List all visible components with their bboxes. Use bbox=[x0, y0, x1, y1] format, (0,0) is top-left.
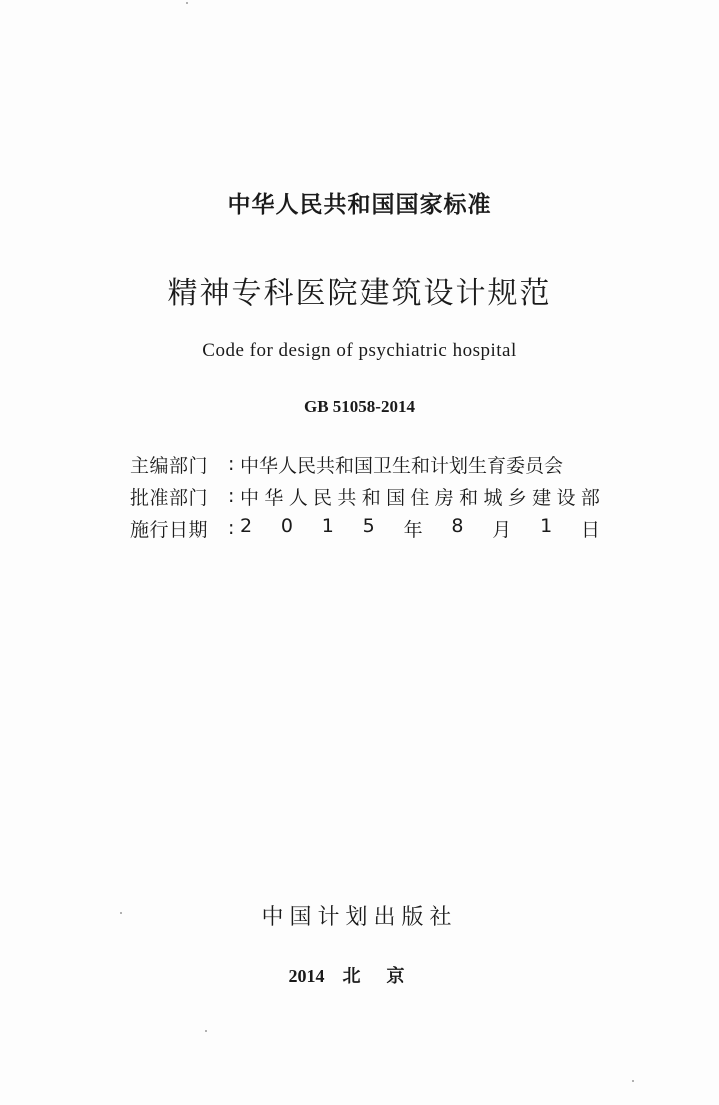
effective-date-char: 1 bbox=[321, 514, 334, 537]
approver-char: 设 bbox=[556, 486, 576, 509]
effective-date-char: 月 bbox=[492, 518, 512, 541]
scan-speck bbox=[632, 1080, 634, 1082]
approver-char: 城 bbox=[483, 486, 503, 509]
scan-speck bbox=[186, 2, 188, 4]
national-standard-heading: 中华人民共和国国家标准 bbox=[227, 192, 492, 218]
effective-date-char: 日 bbox=[580, 518, 600, 541]
effective-date-char: 5 bbox=[362, 514, 375, 537]
effective-date-char: 2 bbox=[240, 514, 253, 537]
approver-value bbox=[240, 483, 600, 510]
editor-colon: : bbox=[228, 453, 235, 475]
approver-char: 住 bbox=[410, 486, 430, 509]
approver-char: 民 bbox=[313, 486, 333, 509]
approver-char: 房 bbox=[434, 486, 454, 509]
effective-date-row bbox=[130, 512, 600, 544]
approver-char: 国 bbox=[386, 486, 406, 509]
effective-date-char: 1 bbox=[540, 514, 553, 537]
approver-char: 部 bbox=[580, 486, 600, 509]
standard-number: GB 51058-2014 bbox=[304, 397, 415, 416]
imprint-line bbox=[0, 962, 719, 988]
effective-date-char: 8 bbox=[451, 514, 464, 537]
approver-char: 和 bbox=[361, 486, 381, 509]
approver-row bbox=[130, 480, 600, 512]
approver-char: 华 bbox=[264, 486, 284, 509]
chinese-title: 精神专科医院建筑设计规范 bbox=[167, 276, 552, 311]
editor-value: 中华人民共和国卫生和计划生育委员会 bbox=[240, 454, 564, 477]
effective-date-char: 年 bbox=[403, 518, 423, 541]
metadata-block bbox=[130, 448, 600, 544]
english-title: Code for design of psychiatric hospital bbox=[202, 340, 517, 361]
approver-char: 人 bbox=[288, 486, 308, 509]
effective-date-label: 施行日期 bbox=[130, 518, 209, 541]
editor-row bbox=[130, 448, 600, 480]
effective-date-value bbox=[240, 515, 600, 542]
approver-char: 和 bbox=[459, 486, 479, 509]
imprint-city: 北京 bbox=[342, 966, 431, 987]
approver-char: 建 bbox=[532, 486, 552, 509]
publisher-name: 中国计划出版社 bbox=[261, 905, 458, 930]
approver-char: 共 bbox=[337, 486, 357, 509]
editor-label: 主编部门 bbox=[130, 454, 209, 477]
imprint-year: 2014 bbox=[288, 966, 325, 986]
approver-label: 批准部门 bbox=[130, 486, 209, 509]
scan-speck bbox=[120, 912, 122, 914]
approver-char: 乡 bbox=[507, 486, 527, 509]
approver-colon: : bbox=[228, 485, 235, 507]
effective-date-colon: : bbox=[228, 517, 235, 539]
effective-date-char: 0 bbox=[280, 514, 293, 537]
approver-char: 中 bbox=[240, 486, 260, 509]
scan-speck bbox=[205, 1030, 207, 1032]
